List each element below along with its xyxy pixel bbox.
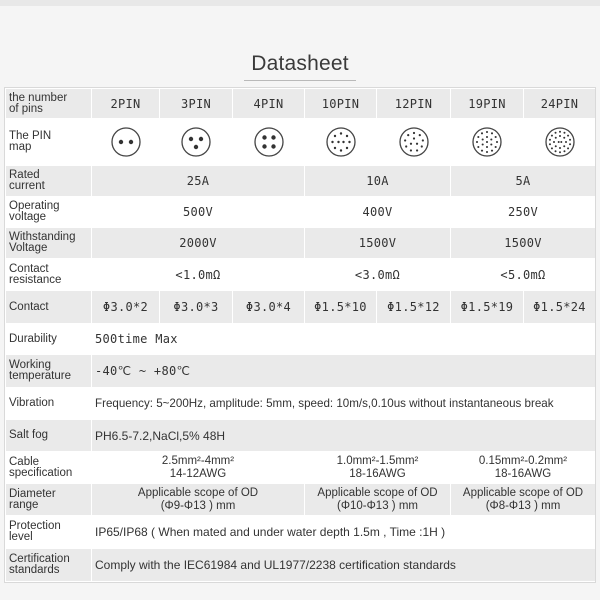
pin-dot bbox=[563, 145, 565, 147]
pin-dot bbox=[559, 147, 561, 149]
label-durability: Durability bbox=[6, 324, 92, 355]
pin-dot bbox=[342, 141, 344, 143]
table-row-withstanding-voltage bbox=[6, 228, 596, 259]
table-row-diameter-range bbox=[6, 484, 596, 516]
pin-map-cell bbox=[377, 119, 451, 166]
pin-dot bbox=[337, 141, 339, 143]
table-row-contact-resistance bbox=[6, 259, 596, 291]
label-line: voltage bbox=[9, 211, 47, 223]
contact-resistance-value: <1.0mΩ bbox=[92, 259, 305, 291]
pin-dot bbox=[421, 139, 423, 141]
pin-dot bbox=[481, 150, 483, 152]
table-row-cable-specification bbox=[6, 452, 596, 484]
pin-dot bbox=[477, 146, 479, 148]
durability-value: 500time Max bbox=[92, 324, 596, 355]
diameter-line: Applicable scope of OD bbox=[317, 486, 438, 499]
operating-voltage-value: 250V bbox=[451, 197, 596, 228]
label-cable-specification bbox=[6, 452, 92, 484]
label-line: of pins bbox=[9, 102, 43, 115]
pin-dot bbox=[548, 143, 550, 145]
label-line: Certification bbox=[9, 553, 70, 565]
pin-dot bbox=[548, 139, 550, 141]
label-withstanding-voltage bbox=[6, 228, 92, 259]
cable-spec-value bbox=[451, 452, 596, 484]
4pin-map-icon bbox=[252, 125, 286, 159]
label-line: The PIN bbox=[9, 130, 52, 142]
table-row-pin-map bbox=[6, 119, 596, 166]
withstanding-voltage-value: 2000V bbox=[92, 228, 305, 259]
pin-dot bbox=[554, 150, 556, 152]
pin-dot bbox=[409, 143, 411, 145]
diameter-line: Applicable scope of OD bbox=[137, 486, 259, 499]
label-contact: Contact bbox=[6, 291, 92, 324]
pin-dot bbox=[567, 147, 569, 149]
table-row-salt-fog bbox=[6, 420, 596, 452]
12pin-map-icon bbox=[397, 125, 431, 159]
withstanding-voltage-value: 1500V bbox=[451, 228, 596, 259]
table-row-certification bbox=[6, 549, 596, 582]
label-line: Cable bbox=[9, 455, 40, 468]
pin-dot bbox=[486, 151, 488, 153]
pin-dot bbox=[407, 134, 409, 136]
pin-dot bbox=[491, 132, 493, 134]
rated-current-value: 10A bbox=[305, 166, 451, 197]
label-number-of-pins bbox=[6, 89, 92, 119]
19pin-map-icon bbox=[470, 125, 504, 159]
diameter-range-value bbox=[92, 484, 305, 516]
col-header-2pin: 2PIN bbox=[92, 89, 160, 119]
salt-fog-value: PH6.5-7.2,NaCl,5% 48H bbox=[92, 420, 596, 452]
label-line: level bbox=[9, 531, 33, 543]
pin-dot bbox=[554, 132, 556, 134]
label-vibration: Vibration bbox=[6, 388, 92, 420]
10pin-map-icon bbox=[324, 125, 358, 159]
diameter-line: (Φ10-Φ13 ) mm bbox=[337, 499, 418, 512]
pin-dot bbox=[345, 135, 347, 137]
pin-dot bbox=[333, 147, 335, 149]
pin-dot bbox=[563, 132, 565, 134]
cable-spec-value bbox=[92, 452, 305, 484]
2pin-map-icon bbox=[109, 125, 143, 159]
table-row-pins bbox=[6, 89, 596, 119]
label-contact-resistance bbox=[6, 259, 92, 291]
pin-dot bbox=[486, 146, 488, 148]
pin-map-cell bbox=[160, 119, 233, 166]
operating-voltage-value: 400V bbox=[305, 197, 451, 228]
pin-dot bbox=[348, 141, 350, 143]
pin-dot bbox=[563, 150, 565, 152]
contact-value: Φ1.5*19 bbox=[451, 291, 524, 324]
label-line: current bbox=[9, 180, 45, 192]
contact-value: Φ1.5*24 bbox=[524, 291, 596, 324]
col-header-3pin: 3PIN bbox=[160, 89, 233, 119]
table-row-vibration bbox=[6, 388, 596, 420]
vibration-value: Frequency: 5~200Hz, amplitude: 5mm, speed: 10m/s,0.10us without instantaneous break bbox=[92, 388, 596, 420]
pin-dot bbox=[476, 141, 478, 143]
3pin-map-icon bbox=[179, 125, 213, 159]
col-header-10pin: 10PIN bbox=[305, 89, 377, 119]
label-line: temperature bbox=[9, 370, 72, 382]
cable-spec-line: 18-16AWG bbox=[349, 467, 406, 480]
label-line: Contact bbox=[9, 262, 49, 275]
pin-dot bbox=[415, 149, 417, 151]
pin-dot bbox=[560, 141, 562, 143]
pin-dot bbox=[412, 137, 414, 139]
label-operating-voltage bbox=[6, 197, 92, 228]
pin-map-cell bbox=[92, 119, 160, 166]
cable-spec-line: 1.0mm²-1.5mm² bbox=[336, 454, 419, 467]
pin-dot bbox=[409, 149, 411, 151]
label-salt-fog: Salt fog bbox=[6, 420, 92, 452]
label-rated-current bbox=[6, 166, 92, 197]
rated-current-value: 5A bbox=[451, 166, 596, 197]
label-line: range bbox=[9, 498, 39, 511]
label-line: Rated bbox=[9, 169, 40, 181]
top-band bbox=[0, 0, 600, 6]
diameter-line: (Φ8-Φ13 ) mm bbox=[485, 499, 561, 512]
pin-dot bbox=[420, 145, 422, 147]
contact-resistance-value: <5.0mΩ bbox=[451, 259, 596, 291]
label-working-temperature bbox=[6, 355, 92, 388]
diameter-range-value bbox=[305, 484, 451, 516]
withstanding-voltage-value: 1500V bbox=[305, 228, 451, 259]
pin-dot bbox=[490, 138, 492, 140]
datasheet-table bbox=[5, 88, 596, 582]
pin-dot bbox=[333, 135, 335, 137]
cable-spec-line: 2.5mm²-4mm² bbox=[161, 454, 235, 467]
pin-dot bbox=[495, 146, 497, 148]
pin-dot bbox=[486, 131, 488, 133]
diameter-line: Applicable scope of OD bbox=[462, 486, 584, 499]
pin-dot bbox=[345, 147, 347, 149]
table-row-contact bbox=[6, 291, 596, 324]
pin-dot bbox=[491, 150, 493, 152]
24pin-map-icon bbox=[543, 125, 577, 159]
label-line: specification bbox=[9, 466, 73, 479]
label-line: Voltage bbox=[9, 242, 48, 254]
pin-map-cell bbox=[524, 119, 596, 166]
label-line: Diameter bbox=[9, 487, 56, 500]
pin-dot bbox=[477, 136, 479, 138]
pin-dot bbox=[405, 145, 407, 147]
diameter-line: (Φ9-Φ13 ) mm bbox=[160, 499, 236, 512]
pin-dot bbox=[486, 141, 488, 143]
pin-dot bbox=[486, 136, 488, 138]
label-diameter-range bbox=[6, 484, 92, 516]
pin-dot bbox=[554, 137, 556, 139]
cable-spec-line: 14-12AWG bbox=[169, 467, 227, 480]
table-row-durability bbox=[6, 324, 596, 355]
protection-level-value: IP65/IP68 ( When mated and under water depth 1.5m , Time :1H ) bbox=[92, 516, 596, 549]
label-line: the number bbox=[9, 91, 68, 104]
pin-dot bbox=[569, 143, 571, 145]
cable-spec-line: 18-16AWG bbox=[494, 467, 552, 480]
cable-spec-value bbox=[305, 452, 451, 484]
table-row-rated-current bbox=[6, 166, 596, 197]
pin-dot bbox=[490, 143, 492, 145]
contact-value: Φ3.0*4 bbox=[233, 291, 305, 324]
pin-dot bbox=[553, 141, 555, 143]
col-header-24pin: 24PIN bbox=[524, 89, 596, 119]
pin-dot bbox=[565, 141, 567, 143]
title-underline bbox=[244, 80, 356, 81]
label-line: map bbox=[9, 141, 32, 153]
col-header-4pin: 4PIN bbox=[233, 89, 305, 119]
operating-voltage-value: 500V bbox=[92, 197, 305, 228]
label-line: Operating bbox=[9, 200, 60, 212]
pin-dot bbox=[567, 135, 569, 137]
pin-dot bbox=[482, 138, 484, 140]
pin-dot bbox=[559, 135, 561, 137]
pin-dot bbox=[339, 149, 341, 151]
pin-dot bbox=[412, 132, 414, 134]
label-line: Withstanding bbox=[9, 231, 76, 243]
contact-value: Φ3.0*3 bbox=[160, 291, 233, 324]
pin-dot bbox=[496, 141, 498, 143]
pin-dot bbox=[418, 134, 420, 136]
label-line: Protection bbox=[9, 520, 61, 532]
contact-value: Φ1.5*12 bbox=[377, 291, 451, 324]
table-row-working-temperature bbox=[6, 355, 596, 388]
pin-dot bbox=[559, 131, 561, 133]
contact-value: Φ1.5*10 bbox=[305, 291, 377, 324]
pin-dot bbox=[481, 132, 483, 134]
pin-map-cell bbox=[233, 119, 305, 166]
label-line: Working bbox=[9, 359, 51, 371]
pin-map-cell bbox=[305, 119, 377, 166]
pin-dot bbox=[563, 137, 565, 139]
label-line: resistance bbox=[9, 273, 62, 286]
col-header-19pin: 19PIN bbox=[451, 89, 524, 119]
working-temperature-value: -40℃ ~ +80℃ bbox=[92, 355, 596, 388]
table-row-operating-voltage bbox=[6, 197, 596, 228]
pin-dot bbox=[559, 151, 561, 153]
label-pin-map bbox=[6, 119, 92, 166]
label-certification-standards bbox=[6, 549, 92, 582]
page-title: Datasheet bbox=[251, 52, 349, 75]
pin-dot bbox=[415, 143, 417, 145]
rated-current-value: 25A bbox=[92, 166, 305, 197]
table-row-protection-level bbox=[6, 516, 596, 549]
contact-value: Φ3.0*2 bbox=[92, 291, 160, 324]
pin-dot bbox=[331, 141, 333, 143]
col-header-12pin: 12PIN bbox=[377, 89, 451, 119]
certification-value: Comply with the IEC61984 and UL1977/2238 certification standards bbox=[92, 549, 596, 582]
pin-dot bbox=[404, 139, 406, 141]
cable-spec-line: 0.15mm²-0.2mm² bbox=[478, 454, 568, 467]
pin-map-cell bbox=[451, 119, 524, 166]
pin-dot bbox=[557, 141, 559, 143]
pin-dot bbox=[482, 143, 484, 145]
pin-dot bbox=[339, 132, 341, 134]
pin-dot bbox=[569, 139, 571, 141]
pin-dot bbox=[550, 147, 552, 149]
contact-resistance-value: <3.0mΩ bbox=[305, 259, 451, 291]
label-protection-level bbox=[6, 516, 92, 549]
label-line: standards bbox=[9, 564, 60, 576]
pin-dot bbox=[495, 136, 497, 138]
pin-dot bbox=[550, 135, 552, 137]
diameter-range-value bbox=[451, 484, 596, 516]
pin-dot bbox=[554, 145, 556, 147]
